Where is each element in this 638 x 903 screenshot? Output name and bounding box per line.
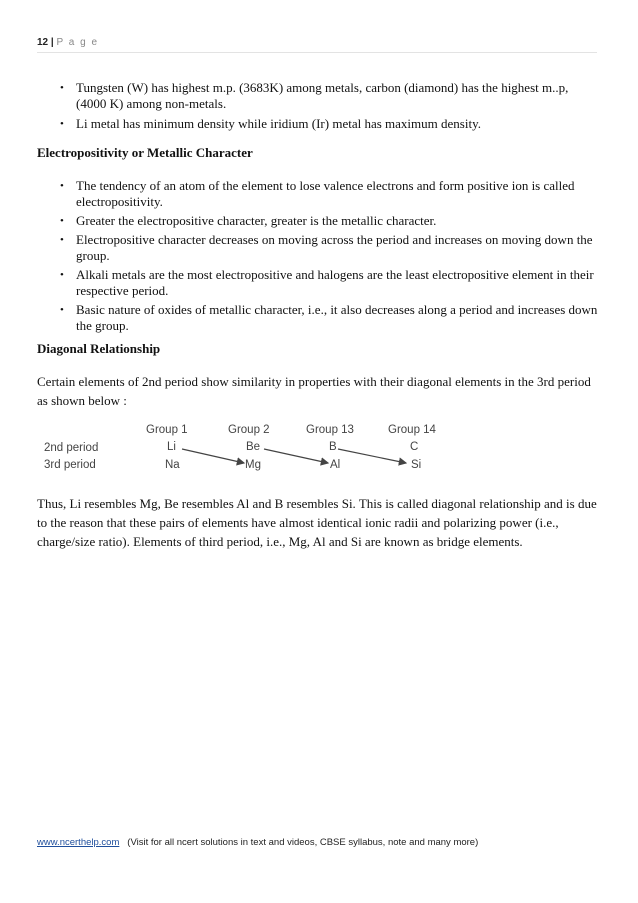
group-header-1: Group 1 [146,424,188,436]
list-item [0,232,638,264]
bullet-text: Electropositive character decreases on moving across the period and increases on moving down the group. [76,232,593,263]
diagonal-intro-paragraph: Certain elements of 2nd period show similarity in properties with their diagonal elements in the 3rd period as shown below : [37,374,591,408]
element-c: C [410,441,419,453]
bullet-text: The tendency of an atom of the element to lose valence electrons and form positive ion is called electropositivity. [76,178,575,209]
row-label-3rd-period: 3rd period [44,459,96,471]
list-item [0,80,638,112]
diagonal-conclusion-paragraph: Thus, Li resembles Mg, Be resembles Al and B resembles Si. This is called diagonal relationship and is due to the reason that these pairs of elements have almost identical ionic radii and polarizing power (i.e., charge/size ratio). Elements of third period, i.e., Mg, Al and Si are known as bridge elements. [37,496,597,549]
list-item [0,267,638,299]
intro-bullet-list [0,80,638,132]
group-header-13: Group 13 [306,424,354,436]
bullet-text: Tungsten (W) has highest m.p. (3683K) among metals, carbon (diamond) has the highest m..p, (4000 K) among non-metals. [76,80,569,111]
bullet-icon: • [60,118,64,130]
arrow-li-mg [182,449,244,463]
electropositivity-bullet-list [0,178,638,334]
arrow-be-al [264,449,328,463]
footer-link[interactable]: www.ncerthelp.com [37,837,120,848]
bullet-icon: • [60,215,64,227]
bullet-icon: • [60,234,64,246]
page-separator: | [50,37,54,48]
bullet-text: Alkali metals are the most electropositive and halogens are the least electropositive element in their respective period. [76,267,594,298]
element-li: Li [167,441,176,453]
group-header-14: Group 14 [388,424,436,436]
list-item [0,178,638,210]
element-mg: Mg [245,459,261,471]
diagonal-relationship-diagram [44,420,444,480]
bullet-icon: • [60,82,64,94]
list-item [0,116,638,132]
section-heading-electropositivity: Electropositivity or Metallic Character [37,145,253,160]
bullet-text: Basic nature of oxides of metallic character, i.e., it also decreases along a period and increases down the group. [76,302,598,333]
bullet-icon: • [60,269,64,281]
header-divider [37,52,597,53]
page-label: P a g e [56,37,99,48]
section-heading-diagonal: Diagonal Relationship [37,341,161,356]
bullet-icon: • [60,304,64,316]
bullet-text: Greater the electropositive character, greater is the metallic character. [76,213,437,228]
page-number: 12 [37,37,49,48]
page-footer [37,837,478,848]
element-b: B [329,441,337,453]
bullet-text: Li metal has minimum density while iridium (Ir) metal has maximum density. [76,116,481,131]
group-header-2: Group 2 [228,424,270,436]
element-al: Al [330,459,341,471]
footer-note: (Visit for all ncert solutions in text and videos, CBSE syllabus, note and many more) [127,837,479,848]
page-header [37,37,597,48]
bullet-icon: • [60,180,64,192]
element-si: Si [411,459,422,471]
element-na: Na [165,459,180,471]
element-be: Be [246,441,261,453]
row-label-2nd-period: 2nd period [44,442,99,454]
list-item [0,302,638,334]
arrow-b-si [338,449,406,463]
list-item [0,213,638,229]
